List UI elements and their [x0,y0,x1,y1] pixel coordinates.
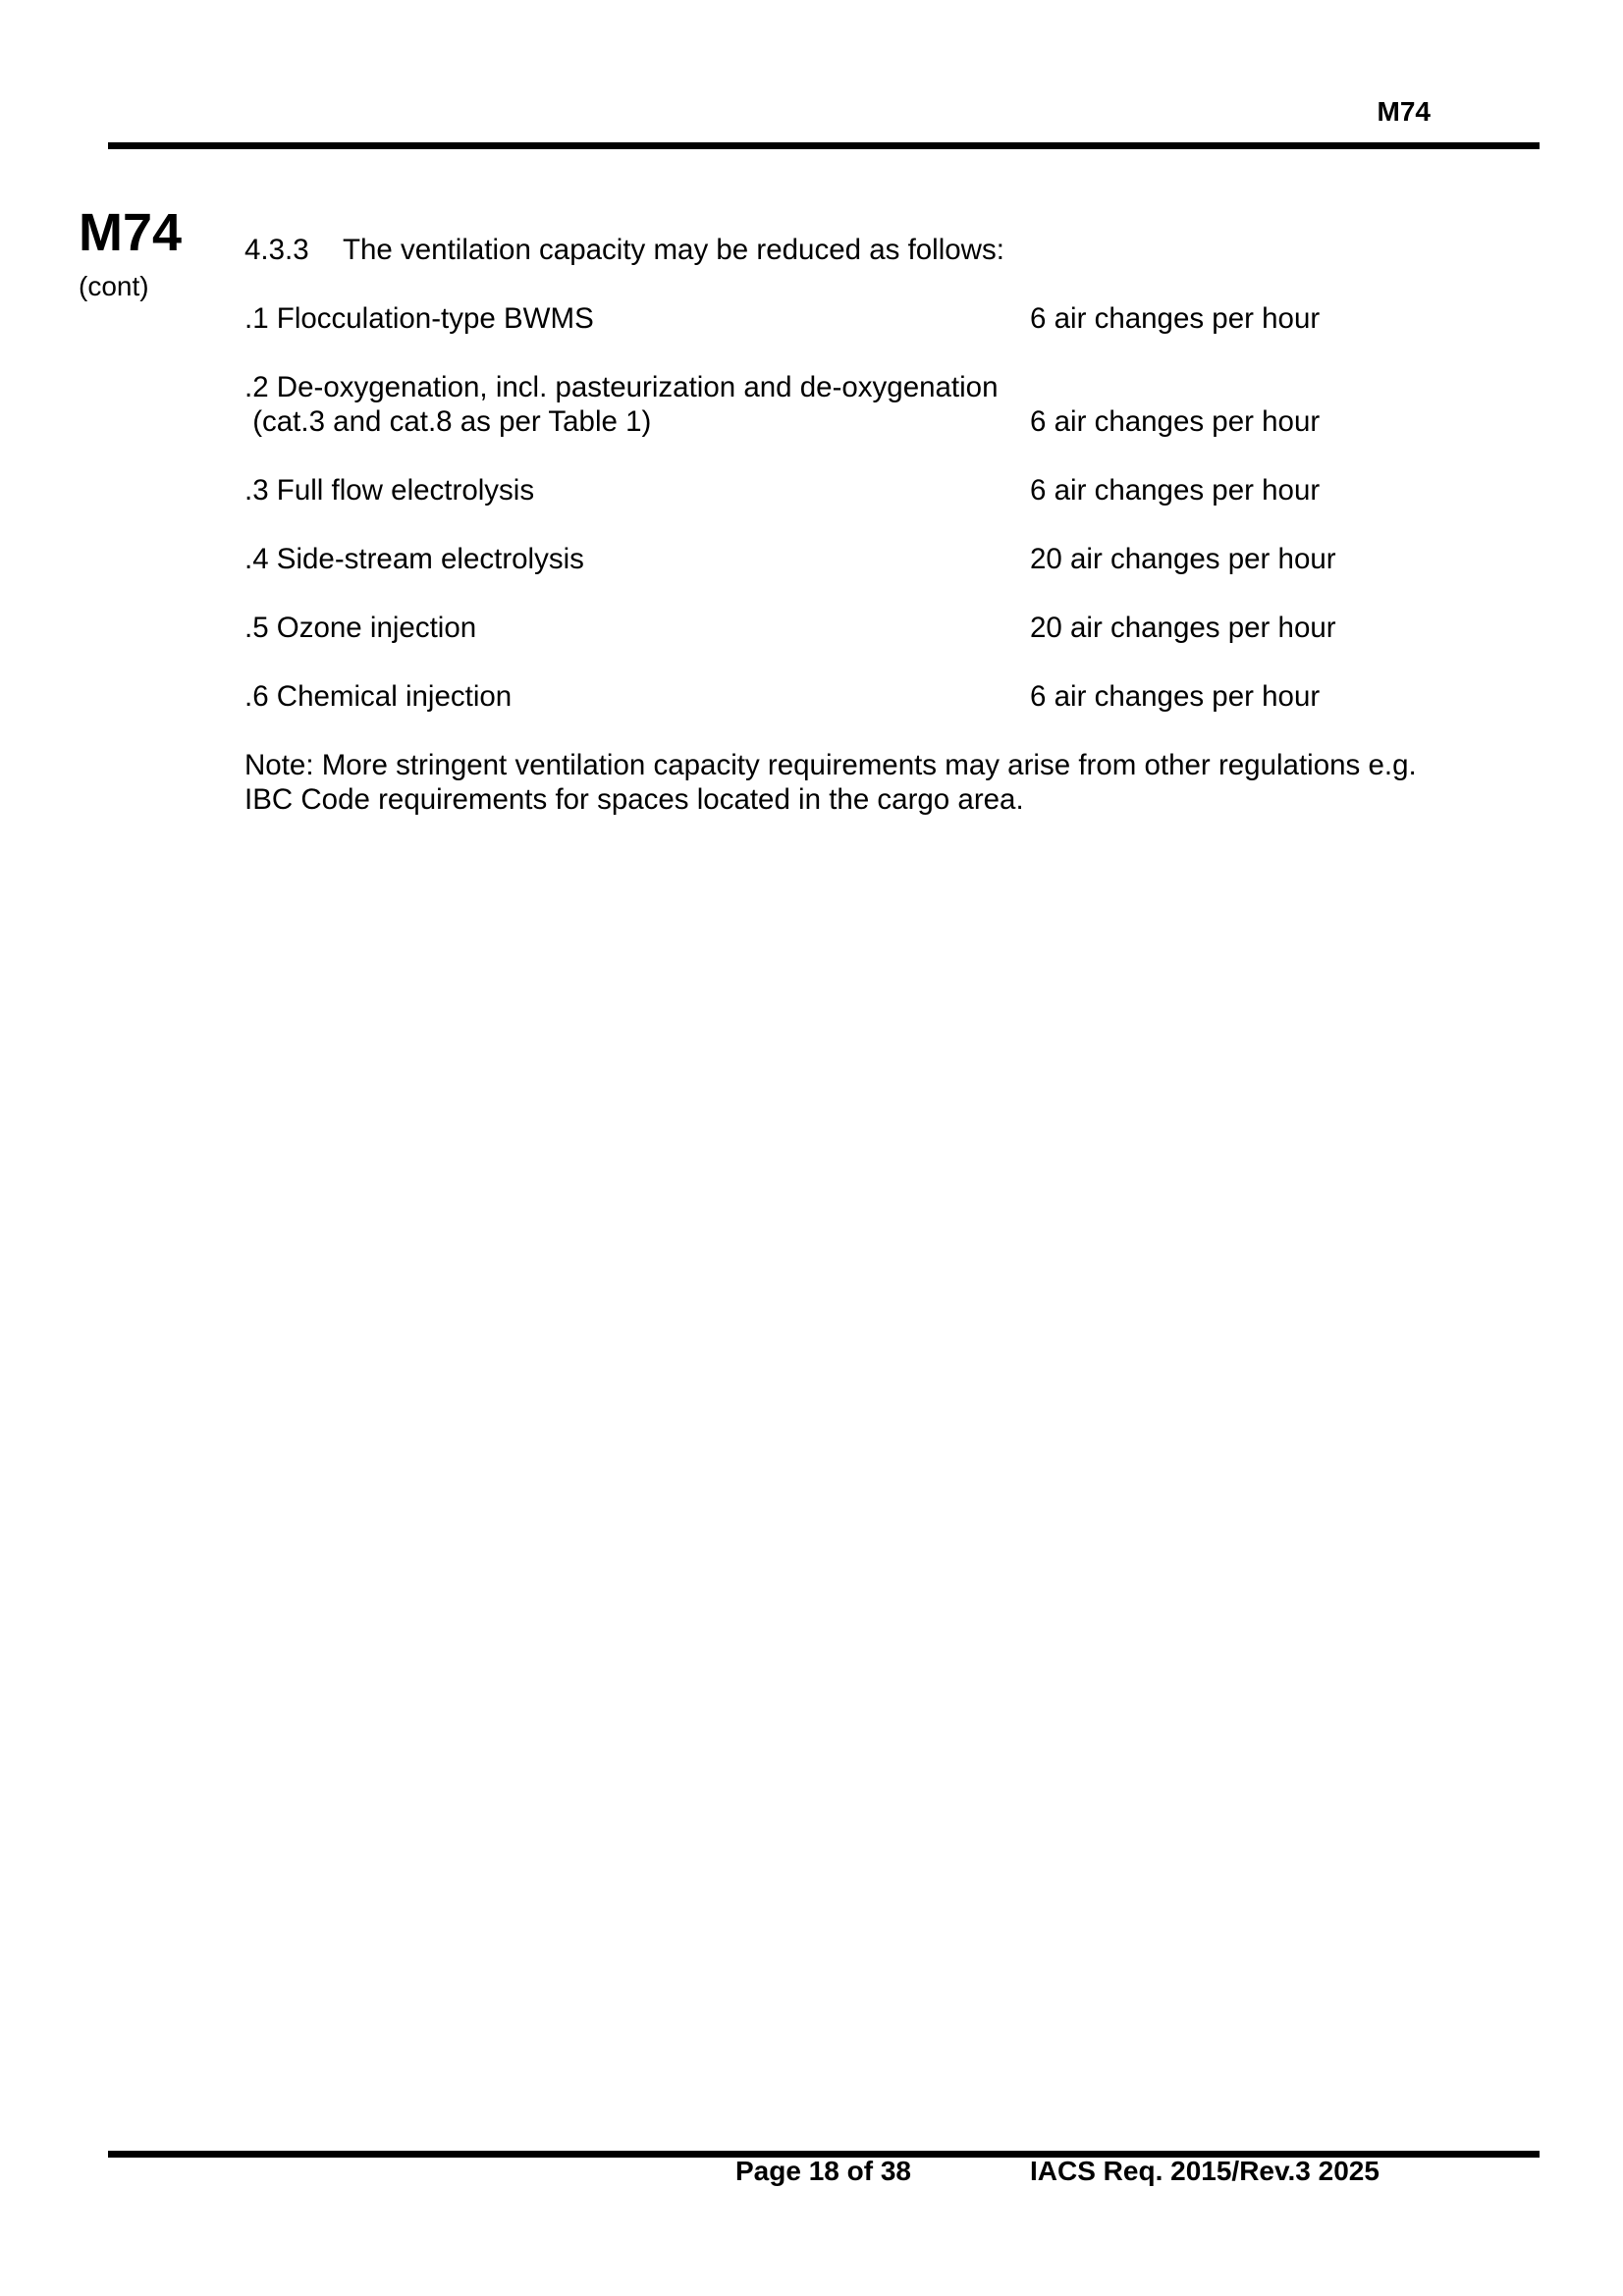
clause-heading: The ventilation capacity may be reduced as follows: [343,234,1004,266]
footer-page-number: Page 18 of 38 [735,2156,911,2186]
item-2-value: 6 air changes per hour [1030,405,1321,438]
item-2-label-line2: (cat.3 and cat.8 as per Table 1) [244,405,652,438]
header-document-code: M74 [1377,96,1431,127]
item-6-value: 6 air changes per hour [1030,680,1321,713]
header-rule [108,142,1540,149]
item-4-value: 20 air changes per hour [1030,543,1336,575]
item-5-label: .5 Ozone injection [244,612,477,644]
footer-reference: IACS Req. 2015/Rev.3 2025 [1030,2156,1380,2186]
item-1-label: .1 Flocculation-type BWMS [244,302,594,335]
item-1-value: 6 air changes per hour [1030,302,1321,335]
item-3-label: .3 Full flow electrolysis [244,474,535,507]
item-4-label: .4 Side-stream electrolysis [244,543,584,575]
side-continued-label: (cont) [79,271,149,301]
side-document-code: M74 [79,203,183,262]
item-5-value: 20 air changes per hour [1030,612,1336,644]
item-2-label: .2 De-oxygenation, incl. pasteurization and de-oxygenation [244,371,999,403]
item-3-value: 6 air changes per hour [1030,474,1321,507]
item-6-label: .6 Chemical injection [244,680,513,713]
note-line-1: Note: More stringent ventilation capacity requirements may arise from other regulations e.g. [244,749,1417,781]
note-line-2: IBC Code requirements for spaces located in the cargo area. [244,783,1024,816]
clause-number: 4.3.3 [244,234,309,266]
